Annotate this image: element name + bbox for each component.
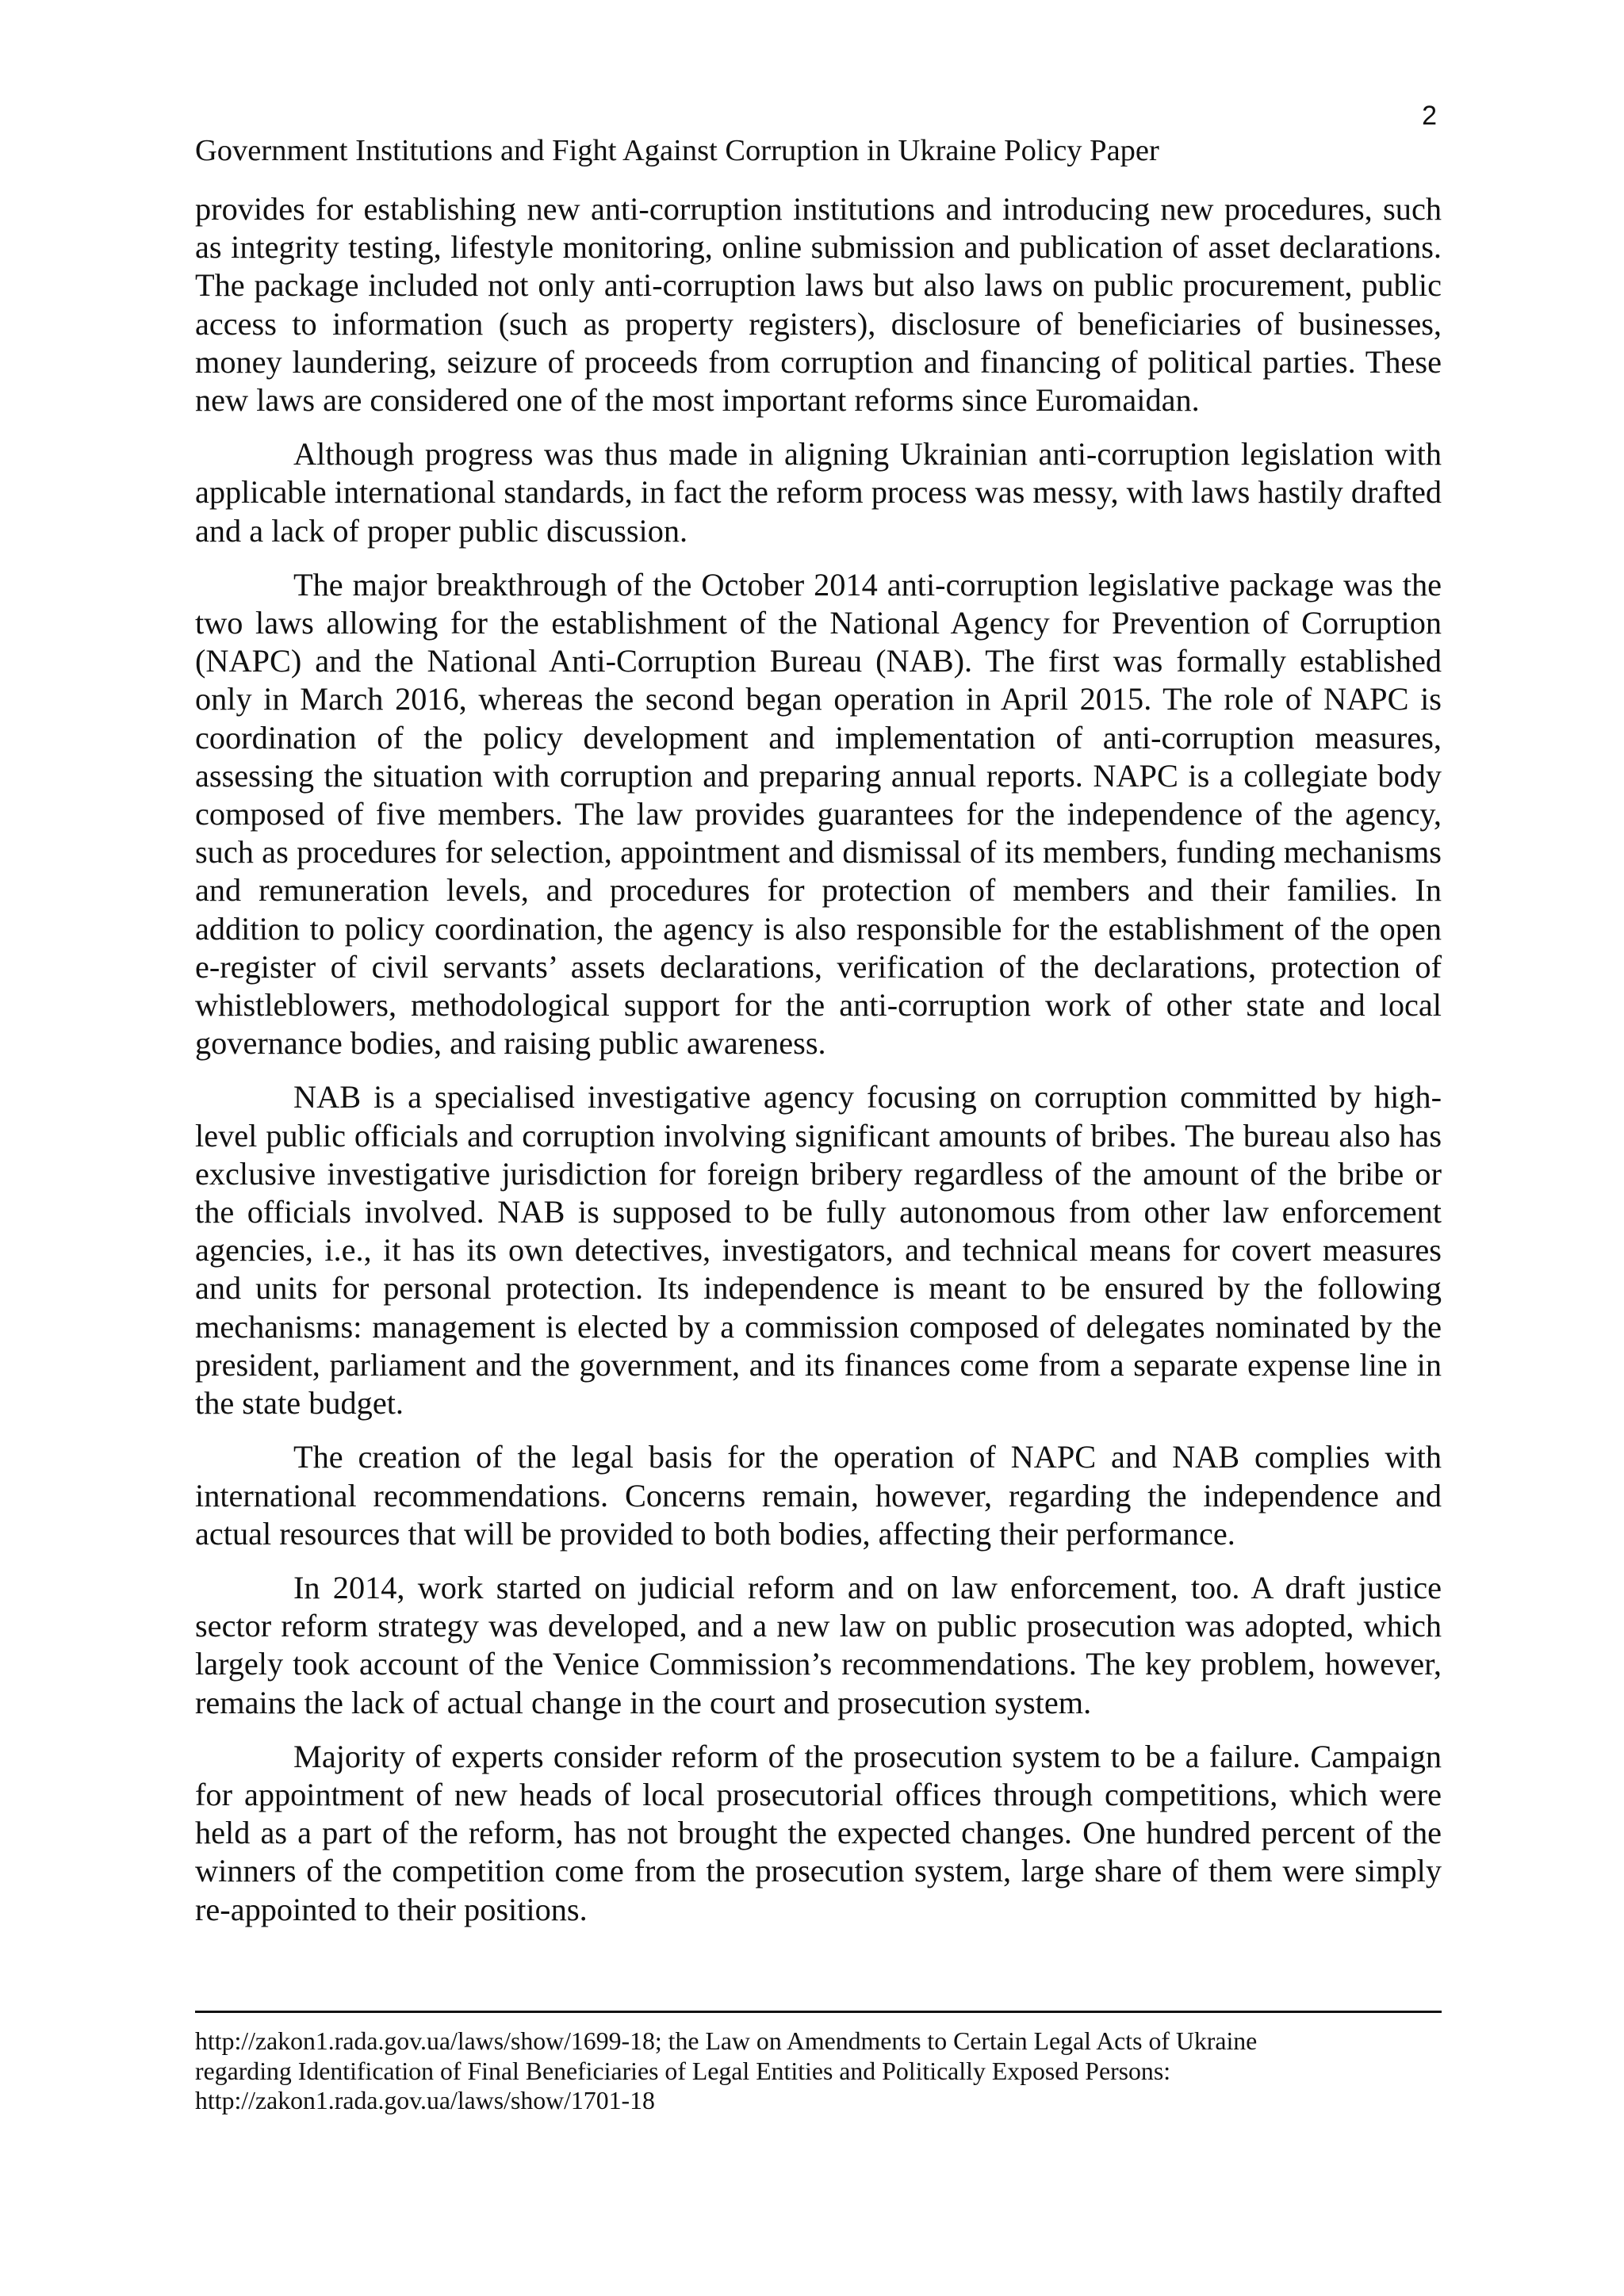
body-text (195, 190, 1442, 1945)
footnote-line: regarding Identification of Final Beneficiaries of Legal Entities and Politically Exposed Persons: (195, 2057, 1171, 2085)
footnote-line: http://zakon1.rada.gov.ua/laws/show/1701-18 (195, 2087, 655, 2115)
paragraph-judicial-reform: In 2014, work started on judicial reform and on law enforcement, too. A draft justice sector reform strategy was developed, and a new law on public prosecution was adopted, which largely took account of the Venice Commission’s recommendations. The key problem, however, remains the lack of actual change in the court and prosecution system. (195, 1569, 1442, 1720)
page-number: 2 (1422, 101, 1437, 131)
paragraph-continued-intro: provides for establishing new anti-corruption institutions and introducing new procedures, such as integrity testing, lifestyle monitoring, online submission and publication of asset declarations. The package included not only anti-corruption laws but also laws on public procurement, public access to information (such as property registers), disclosure of beneficiaries of businesses, money laundering, seizure of proceeds from corruption and financing of political parties. These new laws are considered one of the most important reforms since Euromaidan. (195, 191, 1442, 419)
paragraph-nab-agency: NAB is a specialised investigative agency focusing on corruption committed by high-level public officials and corruption involving significant amounts of bribes. The bureau also has exclusive investigative jurisdiction for foreign bribery regardless of the amount of the bribe or the officials involved. NAB is supposed to be fully autonomous from other law enforcement agencies, i.e., it has its own detectives, investigators, and technical means for covert measures and units for personal protection. Its independence is meant to be ensured by the following mechanisms: management is elected by a commission composed of delegates nominated by the president, parliament and the government, and its finances come from a separate expense line in the state budget. (195, 1079, 1442, 1422)
running-header-title: Government Institutions and Fight Against Corruption in Ukraine Policy Paper (195, 134, 1159, 167)
footnote-line: http://zakon1.rada.gov.ua/laws/show/1699-18; the Law on Amendments to Certain Legal Acts of Ukraine (195, 2027, 1258, 2055)
footnote-divider (195, 2011, 1442, 2013)
paragraph-legal-basis: The creation of the legal basis for the operation of NAPC and NAB complies with international recommendations. Concerns remain, however, regarding the independence and actual resources that will be provided to both bodies, affecting their performance. (195, 1439, 1442, 1552)
paragraph-napc-nab-breakthrough: The major breakthrough of the October 2014 anti-corruption legislative package was the two laws allowing for the establishment of the National Agency for Prevention of Corruption (NAPC) and the National Anti-Corruption Bureau (NAB). The first was formally established only in March 2016, whereas the second began operation in April 2015. The role of NAPC is coordination of the policy development and implementation of anti-corruption measures, assessing the situation with corruption and preparing annual reports. NAPC is a collegiate body composed of five members. The law provides guarantees for the independence of the agency, such as procedures for selection, appointment and dismissal of its members, funding mechanisms and remuneration levels, and procedures for protection of members and their families. In addition to policy coordination, the agency is also responsible for the establishment of the open e-register of civil servants’ assets declarations, verification of the declarations, protection of whistleblowers, methodological support for the anti-corruption work of other state and local governance bodies, and raising public awareness. (195, 566, 1442, 1062)
paragraph-prosecution-reform: Majority of experts consider reform of the prosecution system to be a failure. Campaign for appointment of new heads of local prosecutorial offices through competitions, which were held as a part of the reform, has not brought the expected changes. One hundred percent of the winners of the competition come from the prosecution system, large share of them were simply re-appointed to their positions. (195, 1738, 1442, 1927)
footnote (195, 2026, 1442, 2116)
paragraph-reform-progress: Although progress was thus made in aligning Ukrainian anti-corruption legislation with applicable international standards, in fact the reform process was messy, with laws hastily drafted and a lack of proper public discussion. (195, 436, 1442, 549)
